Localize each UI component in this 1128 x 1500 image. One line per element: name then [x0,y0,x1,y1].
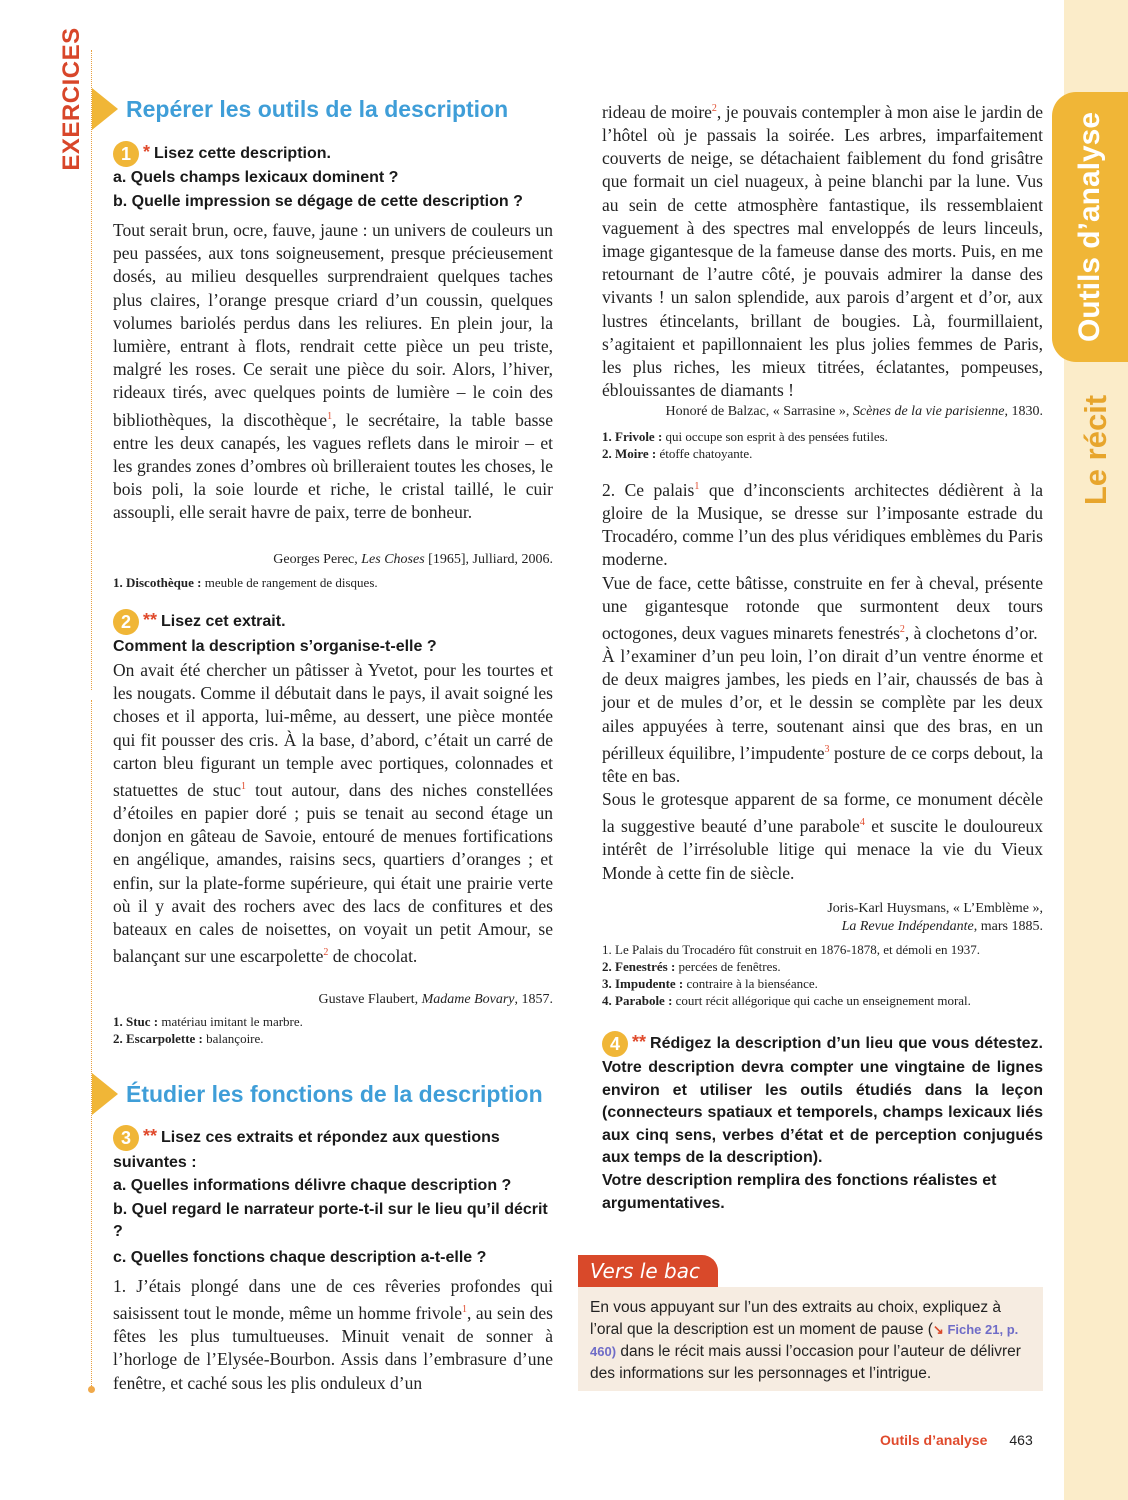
exercise-2-heading: 2 ** Lisez cet extrait. [113,608,286,635]
source-perec: Georges Perec, Les Choses [1965], Julliard, 2006. [273,552,553,567]
source-flaubert: Gustave Flaubert, Madame Bovary, 1857. [318,992,553,1007]
divider [91,700,92,1390]
section-heading-2: Étudier les fonctions de la description [92,1073,543,1115]
footer [880,1432,1033,1448]
difficulty-stars: ** [632,1032,647,1052]
vers-le-bac-box: En vous appuyant sur l’un des extraits au choix, expliquez à l’oral que la description est un moment de pause (↘ Fiche 21, p. 460) dans le récit mais aussi l’occasion pour l’auteur de délivrer des informations sur les personnages et l’intrigue. [578,1287,1043,1391]
exercise-3-heading: 3 ** Lisez ces extraits et répondez aux questions suivantes : [113,1126,500,1171]
footer-label: Outils d’analyse [880,1432,988,1448]
side-section-label: Le récit [1078,394,1113,506]
extract-flaubert: On avait été chercher un pâtisser à Yvetot, pour les tourtes et les nougats. Comme il débutait dans le pays, il avait soigné les choses et il apporta, lui-même, au dessert, une pièce montée qui fit pousser des cris. À la base, d’abord, c’était un carré de carton bleu figurant un temple avec portiques, colonnades et statuettes de stuc$^1$ tout autour, dans des niches constellées d’étoiles en papier doré ; puis se tenait au second étage un donjon en gâteau de Savoie, entouré de menues fortifications en angélique, amandes, raisins secs, quartiers d’oranges ; et enfin, sur la plate-forme supérieure, qui était une prairie verte où il y avait des rochers avec des lacs de confitures et des bateaux en cales de noisettes, on voyait un petit Amour, se balançant sur une escarpolette$^2$ de chocolat. [113,660,553,967]
exercise-number-badge: 2 [113,609,139,635]
extract-huysmans: 2. Ce palais$^1$ que d’inconscients architectes dédièrent à la gloire de la Musique, se dresse sur l’imposante estrade du Trocadéro, comme l’un des plus véridiques emblèmes du Paris moderne. Vue de face, cette bâtisse, construite en fer à cheval, présente une gigantesque rotonde que surmontent deux tours octogones, deux vagues minarets fenestrés$^2$, à clochetons d’or. À l’examiner d’un peu loin, l’on dirait d’un ventre énorme et de deux maigres jambes, les pieds en l’air, chaussés de bas à jour et de mules d’or, et le dessin se complète par les deux ailes appuyées à terre, soutenant ainsi que des bras, en un périlleux équilibre, l’impudente$^3$ posture de ce corps debout, la tête en bas. Sous le grotesque apparent de sa forme, ce monument décèle la suggestive beauté d’une parabole$^4$ et suscite le douloureux intérêt de l’irrésoluble litige qui menace la vie du Vieux Monde à cette fin de siècle. [602,479,1044,883]
divider-dot [88,1386,95,1393]
arrow-icon [92,88,118,130]
extract-perec: Tout serait brun, ocre, fauve, jaune : un univers de couleurs un peu passées, aux tons soigneusement, presque précieusement dosés, au milieu desquelles surprendraient quelques taches plus claires, l’orange presque criard d’un coussin, quelques volumes bariolés perdus dans les reliures. En plein jour, la lumière, entrant à flots, rendrait cette pièce un peu triste, malgré les roses. Ce serait une pièce du soir. Alors, l’hiver, rideaux tirés, avec quelques points de lumière – le coin des bibliothèques, la discothèque$^1$, le secrétaire, la table basse entre les deux canapés, les vagues reflets dans le miroir – et les grandes zones d’ombres où brilleraient toutes les choses, le bois poli, la soie lourde et riche, le cristal taillé, le cuir assoupli, elle serait havre de paix, terre de bonheur. [113,220,553,523]
difficulty-stars: * [143,142,151,162]
source-balzac: Honoré de Balzac, « Sarrasine », Scènes de la vie parisienne, 1830. [665,404,1043,419]
side-tab-label: Outils d’analyse [1073,111,1106,343]
vers-le-bac-tag: Vers le bac [578,1255,718,1287]
footnotes: 1. Le Palais du Trocadéro fût construit en 1876-1878, et démoli en 1937. 2. Fenestrés : percées de fenêtres. 3. Impudente : contraire à la bienséance. 4. Parabole : court récit allégorique qui cache un enseignement moral. [602,942,981,1008]
exercices-label: EXERCICES [58,27,85,171]
reference-link[interactable]: Fiche 21, p. 460) [590,1322,1019,1359]
exercise-1-heading: 1 * Lisez cette description. [113,140,331,167]
difficulty-stars: ** [143,1126,158,1146]
arrow-link-icon: ↘ [932,1322,944,1337]
difficulty-stars: ** [143,610,158,630]
question-a: a. Quels champs lexicaux dominent ? [113,169,399,186]
footnote: 1. Discothèque : meuble de rangement de disques. [113,575,378,590]
divider [91,50,92,690]
extract-balzac-part2: rideau de moire$^2$, je pouvais contempler à mon aise le jardin de l’hôtel où je passais la soirée. Les arbres, imparfaitement couverts de neige, se détachaient faiblement du fond grisâtre que formait un ciel nuageux, à peine blanchi par la lune. Vus au sein de cette atmosphère fantastique, ils ressemblaient vaguement à des spectres mal enveloppés de leurs linceuls, image gigantesque de la fameuse danse des morts. Puis, en me retournant de l’autre côté, je pouvais admirer la danse des vivants ! un salon splendide, aux parois d’argent et d’or, aux lustres étincelants, brillant de bougies. Là, fourmillaient, s’agitaient et papillonnaient les plus jolies femmes de Paris, les plus riches, les mieux titrées, éclatantes, pompeuses, éblouissantes de diamants ! [602,101,1043,401]
question: Comment la description s’organise-t-elle ? [113,638,437,655]
question-b: b. Quelle impression se dégage de cette description ? [113,193,523,210]
exercise-4-line2: Votre description remplira des fonctions réalistes et argumentatives. [602,1172,997,1212]
page-number: 463 [1009,1432,1033,1448]
arrow-icon [92,1073,118,1115]
exercise-number-badge: 4 [602,1031,628,1057]
footnotes: 1. Stuc : matériau imitant le marbre. 2. Escarpolette : balançoire. [113,1014,303,1046]
source-huysmans: Joris-Karl Huysmans, « L’Emblème », La Revue Indépendante, mars 1885. [827,901,1043,934]
question-c: c. Quelles fonctions chaque description a-t-elle ? [113,1249,487,1266]
exercise-number-badge: 1 [113,141,139,167]
exercise-number-badge: 3 [113,1125,139,1151]
extract-balzac-part1: 1. J’étais plongé dans une de ces rêveries profondes qui saisissent tout le monde, même un homme frivole$^1$, au sein des fêtes les plus tumultueuses. Minuit venait de sonner à l’horloge de l’Elysée-Bourbon. Assis dans l’embrasure d’une fenêtre, et caché sous les plis onduleux d’un [113,1276,553,1393]
footnotes: 1. Frivole : qui occupe son esprit à des pensées futiles. 2. Moire : étoffe chatoyante. [602,429,888,461]
section-heading-1: Repérer les outils de la description [92,88,508,130]
question-b: b. Quel regard le narrateur porte-t-il sur le lieu qu’il décrit ? [113,1201,548,1240]
side-tab-outils[interactable] [1052,92,1128,362]
exercise-4: 4 ** Rédigez la description d’un lieu que vous détestez. Votre description devra compter une vingtaine de lignes environ et utiliser les outils étudiés dans la leçon (connecteurs spatiaux et temporels, champs lexicaux liés aux cinq sens, verbes d’état et de perception conjugués aux temps de la description). [602,1032,1043,1166]
question-a: a. Quelles informations délivre chaque description ? [113,1177,512,1194]
